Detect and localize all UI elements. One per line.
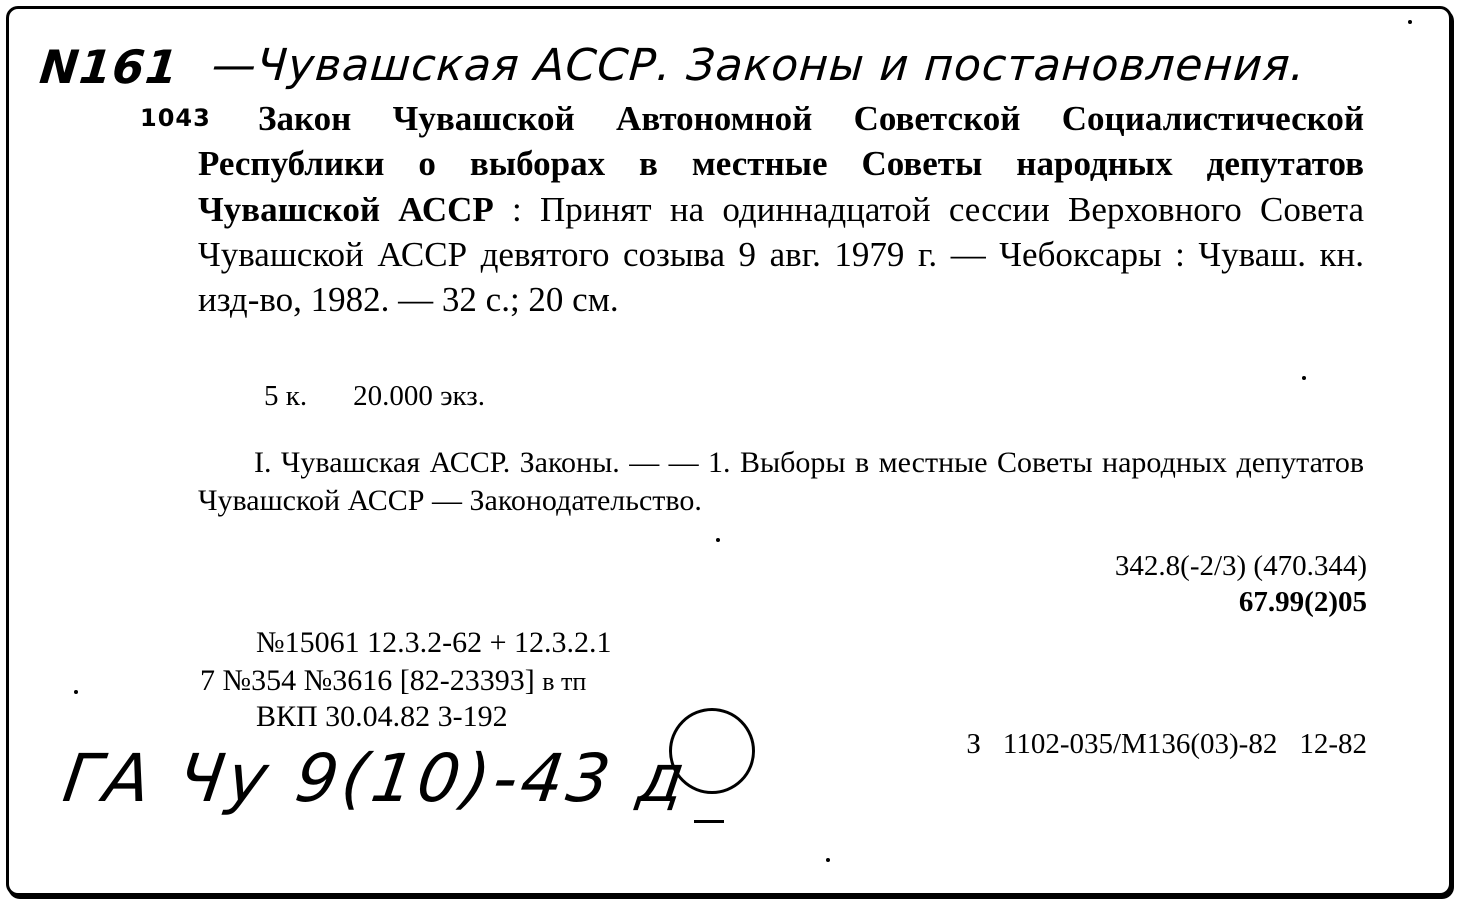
handwritten-heading: —Чувашская АССР. Законы и постановления. [210, 40, 1308, 91]
price-line [264, 380, 485, 413]
bibliographic-entry [198, 96, 1364, 322]
code-letter: З [966, 728, 981, 760]
stamp-underline [694, 820, 724, 823]
speck [1302, 376, 1306, 380]
registry-tail: в тп [542, 667, 587, 696]
subject-headings: I. Чувашская АССР. Законы. — — 1. Выборы в местные Советы народных депутатов Чувашской АССР — Законодательство. [198, 446, 1364, 517]
bbk-classification: 67.99(2)05 [1238, 586, 1367, 618]
registry-line-3: ВКП 30.04.82 3-192 [256, 700, 508, 733]
registry-numbers: 7 №354 №3616 [82-23393] [200, 664, 535, 697]
udc-classification: 342.8(-2/3) (470.344) [1114, 550, 1367, 582]
code-number: 1102-035/М136(03)-82 [1002, 728, 1278, 760]
entry-publication-details: : Принят на одиннадцатой сессии Верховного Совета Чувашской АССР девятого созыва 9 авг. 1979 г. — Чебоксары : Чуваш. кн. изд-во, 1982. — 32 с.; 20 см. [198, 189, 1364, 320]
speck [826, 858, 830, 862]
code-date: 12-82 [1299, 728, 1367, 760]
speck [716, 538, 720, 542]
price: 5 к. [264, 380, 308, 412]
handwritten-catalog-id: N161 [37, 40, 182, 94]
publisher-code [966, 728, 1367, 761]
speck [1408, 20, 1412, 24]
registry-line-2 [200, 664, 586, 698]
registry-line-1: №15061 12.3.2-62 + 12.3.2.1 [256, 626, 612, 659]
copies: 20.000 экз. [353, 380, 485, 412]
handwritten-sub-number: 1043 [140, 104, 211, 132]
speck [74, 690, 78, 694]
entry-title: Закон Чувашской Автономной Советской Социалистической Республики о выборах в местные Советы народных депутатов Чувашской АССР [198, 99, 1364, 229]
handwritten-archive-code: ГА Чу 9(10)-43 д [58, 740, 694, 817]
